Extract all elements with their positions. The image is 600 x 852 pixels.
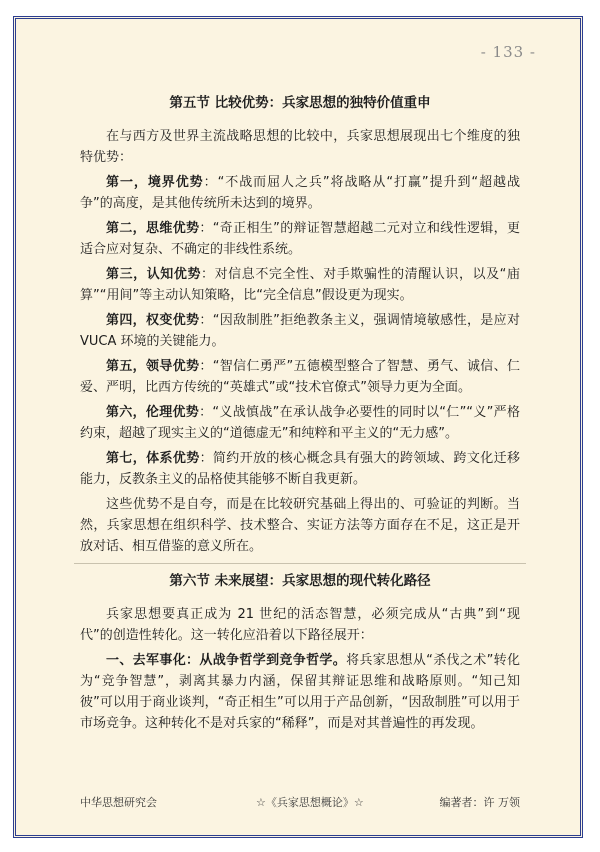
section5-item-text: ：“奇正相生”的辩证智慧超越二元对立和线性逻辑，更适合应对复杂、不确定的非线性系统。 xyxy=(80,221,520,257)
section5-item-label: 第二，思维优势 xyxy=(106,221,200,236)
section5-item-label: 第五，领导优势 xyxy=(106,359,200,374)
section5-item-text: ：简约开放的核心概念具有强大的跨领域、跨文化迁移能力，反教条主义的品格使其能够不断自我更新。 xyxy=(80,451,520,487)
section5-intro: 在与西方及世界主流战略思想的比较中，兵家思想展现出七个维度的独特优势： xyxy=(80,129,520,165)
section5-item xyxy=(80,264,520,306)
document-body xyxy=(80,92,520,738)
footer-organization: 中华思想研究会 xyxy=(80,796,157,809)
section5-item-label: 第七，体系优势 xyxy=(106,451,200,466)
section5-item-label: 第一，境界优势 xyxy=(106,175,204,190)
section5-item-text: ：对信息不完全性、对手欺骗性的清醒认识，以及“庙算”“用间”等主动认知策略，比“完全信息”假设更为现实。 xyxy=(80,267,520,303)
section5-item-label: 第四，权变优势 xyxy=(106,313,200,328)
section6-item-label: 一、去军事化：从战争哲学到竞争哲学。 xyxy=(106,653,347,668)
section5-item xyxy=(80,402,520,444)
section5-item-text: ：“义战慎战”在承认战争必要性的同时以“仁”“义”严格约束，超越了现实主义的“道德虚无”和纯粹和平主义的“无力感”。 xyxy=(80,405,520,441)
section5-item-text: ：“不战而屈人之兵”将战略从“打赢”提升到“超越战争”的高度，是其他传统所未达到的境界。 xyxy=(80,175,520,211)
section6-intro: 兵家思想要真正成为 21 世纪的活态智慧，必须完成从“古典”到“现代”的创造性转化。这一转化应沿着以下路径展开： xyxy=(80,607,520,643)
section6-items xyxy=(80,650,520,734)
section5-items xyxy=(80,172,520,490)
section5-item-text: ：“因敌制胜”拒绝教条主义，强调情境敏感性，是应对 VUCA 环境的关键能力。 xyxy=(80,313,520,349)
section5-item xyxy=(80,310,520,352)
page-number: - 133 - xyxy=(480,43,536,61)
section5-item xyxy=(80,218,520,260)
section5-item-text: ：“智信仁勇严”五德模型整合了智慧、勇气、诚信、仁爱、严明，比西方传统的“英雄式”或“技术官僚式”领导力更为全面。 xyxy=(80,359,520,395)
section5-item-label: 第三，认知优势 xyxy=(106,267,202,282)
section6-item xyxy=(80,650,520,734)
footer-book-title: ☆《兵家思想概论》☆ xyxy=(256,796,364,809)
section5-item xyxy=(80,448,520,490)
section-divider xyxy=(74,563,526,564)
section5-item xyxy=(80,172,520,214)
section5-conclusion: 这些优势不是自夸，而是在比较研究基础上得出的、可验证的判断。当然，兵家思想在组织科学、技术整合、实证方法等方面存在不足，这正是开放对话、相互借鉴的意义所在。 xyxy=(80,497,520,554)
section5-title: 第五节 比较优势：兵家思想的独特价值重申 xyxy=(169,95,431,111)
section5-item xyxy=(80,356,520,398)
section6-item-text: 将兵家思想从“杀伐之术”转化为“竞争智慧”，剥离其暴力内涵，保留其辩证思维和战略原则。“知己知彼”可以用于商业谈判，“奇正相生”可以用于产品创新，“因敌制胜”可以用于市场竞争。这种转化不是对兵家的“稀释”，而是对其普遍性的再发现。 xyxy=(80,653,520,731)
section5-item-label: 第六，伦理优势 xyxy=(106,405,200,420)
footer-author: 编著者：许 万领 xyxy=(439,796,520,809)
section6-title: 第六节 未来展望：兵家思想的现代转化路径 xyxy=(169,573,431,589)
